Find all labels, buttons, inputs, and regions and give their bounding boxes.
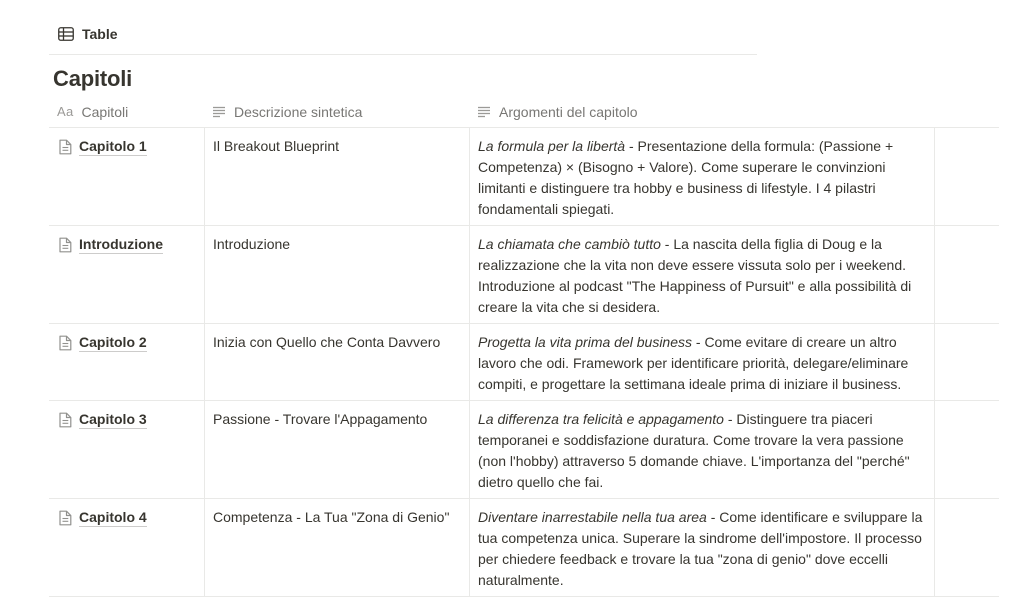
topic-title: La chiamata che cambiò tutto bbox=[478, 236, 661, 252]
title-cell[interactable] bbox=[49, 226, 204, 323]
page-icon bbox=[58, 237, 72, 253]
topics-cell[interactable] bbox=[469, 226, 934, 323]
text-property-icon bbox=[477, 106, 491, 118]
title-cell[interactable] bbox=[49, 128, 204, 225]
topics-cell[interactable] bbox=[469, 128, 934, 225]
topic-title: La formula per la libertà bbox=[478, 138, 626, 154]
empty-cell bbox=[934, 401, 999, 498]
empty-cell bbox=[934, 128, 999, 225]
summary-cell[interactable]: Introduzione bbox=[204, 226, 469, 323]
summary-cell[interactable]: Inizia con Quello che Conta Davvero bbox=[204, 324, 469, 400]
column-header-label: Descrizione sintetica bbox=[234, 103, 363, 120]
summary-cell[interactable]: Competenza - La Tua "Zona di Genio" bbox=[204, 499, 469, 596]
topic-text: - Come identificare e sviluppare la tua competenza unica. Superare la sindrome dell'impostore. Il processo per chiedere feedback e trovare la tua "zona di genio" dove eccelli naturalmente. bbox=[478, 509, 923, 588]
view-tab-table[interactable] bbox=[58, 22, 118, 46]
topic-text: - Distinguere tra piaceri temporanei e soddisfazione duratura. Come trovare la vera passione (non l'hobby) attraverso 5 domande chiave. L'importanza del "perché" dietro quello che fai. bbox=[478, 411, 910, 490]
topic-title: Progetta la vita prima del business bbox=[478, 334, 692, 350]
column-header-capitoli[interactable] bbox=[49, 96, 204, 127]
title-cell[interactable] bbox=[49, 499, 204, 596]
table-row[interactable] bbox=[49, 324, 999, 401]
column-header-label: Argomenti del capitolo bbox=[499, 103, 638, 120]
column-header-empty bbox=[934, 96, 999, 127]
topic-title: Diventare inarrestabile nella tua area bbox=[478, 509, 707, 525]
page-icon bbox=[58, 412, 72, 428]
page-icon bbox=[58, 139, 72, 155]
topic-text: - La nascita della figlia di Doug e la realizzazione che la vita non deve essere vissuta solo per i weekend. Introduzione al podcast "The Happiness of Pursuit" e alla possibilità di creare la vita che si desidera. bbox=[478, 236, 912, 315]
empty-cell bbox=[934, 226, 999, 323]
view-tab-label: Table bbox=[82, 26, 118, 42]
table-row[interactable] bbox=[49, 226, 999, 324]
table-body bbox=[49, 128, 999, 597]
page-icon bbox=[58, 335, 72, 351]
row-title-link[interactable]: Capitolo 3 bbox=[79, 411, 147, 427]
topic-text: - Come evitare di creare un altro lavoro che odi. Framework per identificare priorità, delegare/eliminare compiti, e progettare la settimana ideale prima di iniziare il business. bbox=[478, 334, 909, 392]
empty-cell bbox=[934, 324, 999, 400]
topics-cell[interactable] bbox=[469, 499, 934, 596]
column-header-descrizione[interactable] bbox=[204, 96, 469, 127]
topic-text: - Presentazione della formula: (Passione + Competenza) × (Bisogno + Valore). Come superare le convinzioni limitanti e distinguere tra hobby e business di lifestyle. I 4 pilastri fondamentali spiegati. bbox=[478, 138, 894, 217]
tab-divider bbox=[49, 54, 757, 55]
title-cell[interactable] bbox=[49, 324, 204, 400]
table-row[interactable] bbox=[49, 401, 999, 499]
column-header-argomenti[interactable] bbox=[469, 96, 934, 127]
topic-title: La differenza tra felicità e appagamento bbox=[478, 411, 724, 427]
summary-cell[interactable]: Passione - Trovare l'Appagamento bbox=[204, 401, 469, 498]
empty-cell bbox=[934, 499, 999, 596]
database-title[interactable]: Capitoli bbox=[53, 66, 133, 91]
summary-cell[interactable]: Il Breakout Blueprint bbox=[204, 128, 469, 225]
row-title-link[interactable]: Capitolo 1 bbox=[79, 138, 147, 154]
row-title-link[interactable]: Capitolo 4 bbox=[79, 509, 147, 525]
text-property-icon bbox=[212, 106, 226, 118]
table-header bbox=[49, 96, 999, 128]
title-property-icon: Aa bbox=[57, 104, 74, 119]
table-icon bbox=[58, 27, 74, 41]
table-row[interactable] bbox=[49, 499, 999, 597]
topics-cell[interactable] bbox=[469, 401, 934, 498]
table-row[interactable] bbox=[49, 128, 999, 226]
row-title-link[interactable]: Capitolo 2 bbox=[79, 334, 147, 350]
column-header-label: Capitoli bbox=[81, 103, 129, 120]
topics-cell[interactable] bbox=[469, 324, 934, 400]
title-cell[interactable] bbox=[49, 401, 204, 498]
row-title-link[interactable]: Introduzione bbox=[79, 236, 163, 252]
database-table bbox=[49, 96, 999, 597]
page-icon bbox=[58, 510, 72, 526]
